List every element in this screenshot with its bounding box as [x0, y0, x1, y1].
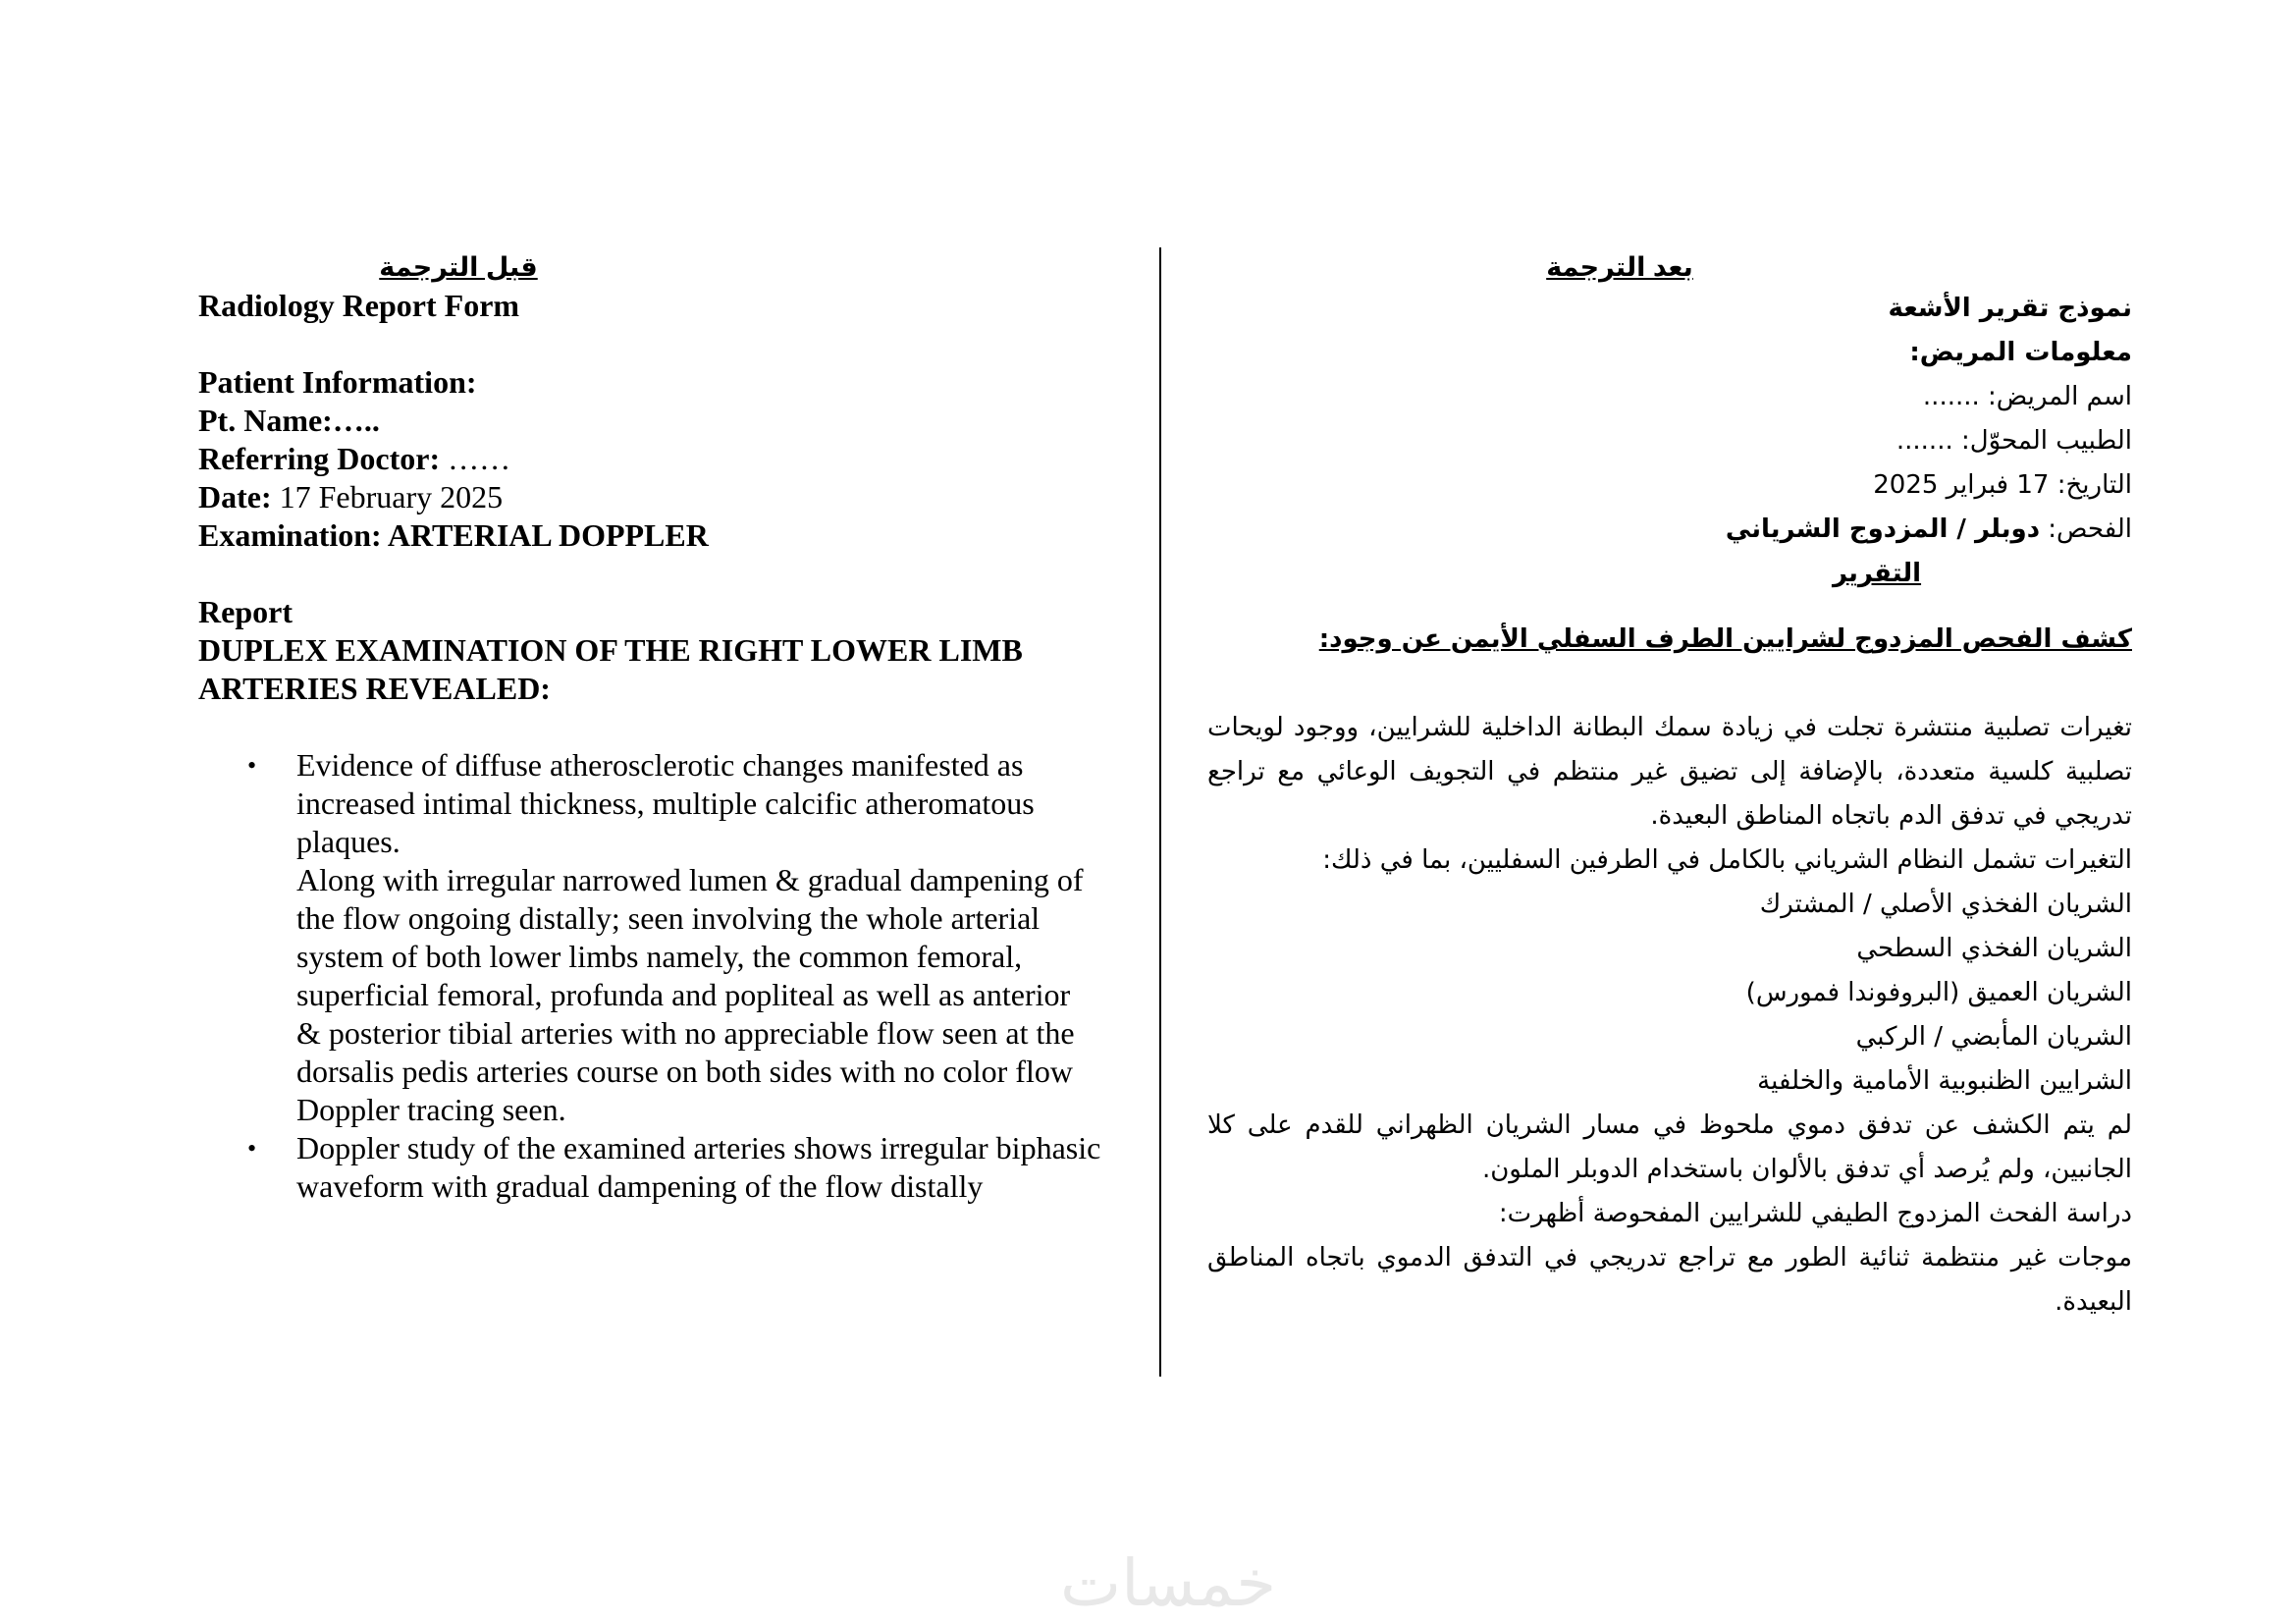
column-divider — [1159, 247, 1161, 1377]
finding-paragraph-ar: لم يتم الكشف عن تدفق دموي ملحوظ في مسار الشريان الظهراني للقدم على كلا الجانبين، ولم يُرصد أي تدفق بالألوان باستخدام الدوبلر الملون. — [1207, 1110, 2132, 1184]
finding-line-ar: الشريان الفخذي الأصلي / المشترك — [1759, 890, 2132, 919]
findings-list — [198, 746, 1101, 1206]
finding-line-ar: الشريان المأبضي / الركبي — [1855, 1022, 2132, 1052]
report-subtitle-ar: كشف الفحص المزدوج لشرايين الطرف السفلي الأيمن عن وجود: — [1318, 624, 2132, 654]
translation-column — [1207, 247, 2132, 1325]
bullet-icon: • — [247, 1134, 257, 1163]
patient-name-ar: اسم المريض: ....... — [1922, 382, 2132, 411]
date-label: Date: — [198, 479, 272, 514]
report-date — [198, 478, 1101, 516]
referring-doctor-label: Referring Doctor: — [198, 441, 441, 476]
after-translation-heading: بعد الترجمة — [1546, 252, 1693, 282]
referring-doctor-value: …… — [440, 441, 511, 476]
report-date-ar: التاريخ: 17 فبراير 2025 — [1873, 470, 2132, 500]
watermark-logo: خمسات — [1059, 1545, 1277, 1621]
source-column — [198, 247, 1101, 1206]
finding-paragraph: Evidence of diffuse atherosclerotic changes manifested as increased intimal thickness, multiple calcific atheromatous plaques. — [296, 747, 1035, 859]
before-translation-heading: قبل الترجمة — [379, 252, 538, 282]
finding-paragraph: Along with irregular narrowed lumen & gradual dampening of the flow ongoing distally; seen involving the whole arterial system of both lower limbs namely, the common femoral, superficial femoral, profunda and popliteal as well as anterior & posterior tibial arteries with no appreciable flow seen at the dorsalis pedis arteries course on both sides with no color flow Doppler tracing seen. — [296, 862, 1084, 1127]
form-title: Radiology Report Form — [198, 288, 520, 323]
list-item — [247, 1129, 1101, 1206]
finding-line-ar: الشريان الفخذي السطحي — [1856, 934, 2132, 963]
findings-ar — [1207, 706, 2132, 1325]
list-item — [247, 746, 1101, 1129]
finding-line-ar: الشريان العميق (البروفوندا فمورس) — [1745, 978, 2132, 1007]
referring-doctor — [198, 440, 1101, 478]
finding-line-ar: دراسة الفحث المزدوج الطيفي للشرايين المفحوصة أظهرت: — [1498, 1199, 2132, 1228]
report-label-ar: التقرير — [1832, 559, 1922, 588]
patient-info-label-ar: معلومات المريض: — [1909, 338, 2132, 367]
finding-paragraph-ar: تغيرات تصلبية منتشرة تجلت في زيادة سمك البطانة الداخلية للشرايين، ووجود لويحات تصلبية كلسية متعددة، بالإضافة إلى تضيق غير منتظم في التجويف الوعائي مع تراجع تدريجي في تدفق الدم باتجاه المناطق البعيدة. — [1207, 713, 2132, 831]
referring-doctor-ar: الطبيب المحوّل: ....... — [1896, 426, 2132, 456]
patient-name: Pt. Name:….. — [198, 403, 380, 438]
patient-info-label: Patient Information: — [198, 364, 477, 400]
report-label: Report — [198, 594, 293, 629]
bullet-icon: • — [247, 751, 257, 780]
spacer — [198, 325, 1101, 363]
finding-line-ar: الشرايين الظنبوبية الأمامية والخلفية — [1757, 1066, 2132, 1096]
date-value: 17 February 2025 — [271, 479, 504, 514]
examination-ar — [1207, 508, 2132, 552]
finding-paragraph-ar: موجات غير منتظمة ثنائية الطور مع تراجع تدريجي في التدفق الدموي باتجاه المناطق البعيدة. — [1207, 1243, 2132, 1317]
form-title-ar: نموذج تقرير الأشعة — [1888, 294, 2132, 323]
report-heading-line-1: DUPLEX EXAMINATION OF THE RIGHT LOWER LIMB — [198, 632, 1023, 668]
examination: Examination: ARTERIAL DOPPLER — [198, 517, 709, 553]
finding-paragraph: Doppler study of the examined arteries shows irregular biphasic waveform with gradual dampening of the flow distally — [296, 1130, 1101, 1204]
report-heading-line-2: ARTERIES REVEALED: — [198, 671, 551, 706]
exam-label-ar: الفحص: — [2040, 514, 2132, 544]
spacer — [198, 555, 1101, 593]
finding-line-ar: التغيرات تشمل النظام الشرياني بالكامل في الطرفين السفليين، بما في ذلك: — [1322, 845, 2132, 875]
exam-value-ar: دوبلر / المزدوج الشرياني — [1725, 514, 2041, 544]
